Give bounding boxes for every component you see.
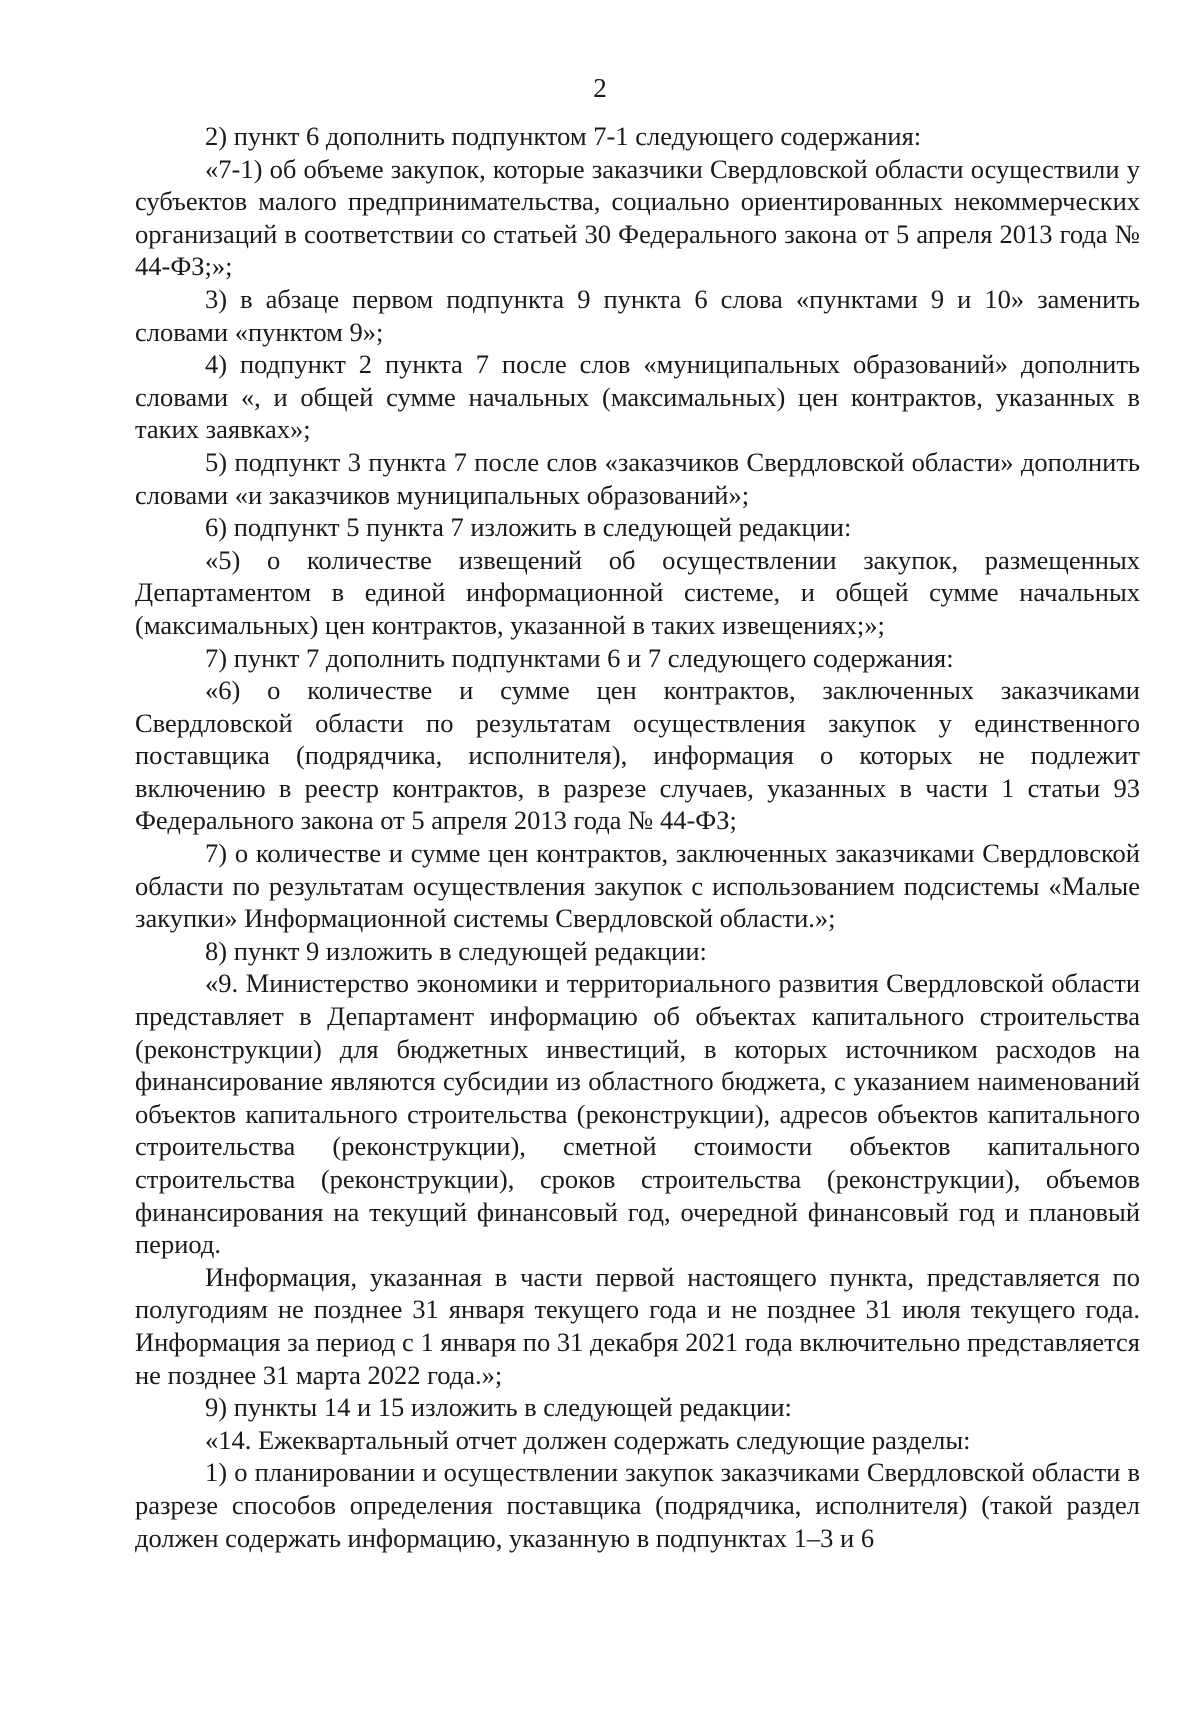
paragraph: Информация, указанная в части первой настоящего пункта, представляется по полугодиям не позднее 31 января текущего года и не позднее 31 июля текущего года. Информация за период с 1 января по 31 декабря 2021 года включительно представляется не позднее 31 марта 2022 года.»; <box>135 1261 1140 1390</box>
page-number: 2 <box>593 73 607 103</box>
paragraph: 1) о планировании и осуществлении закупок заказчиками Свердловской области в разрезе способов определения поставщика (подрядчика, исполнителя) (такой раздел должен содержать информацию, указанную в подпунктах 1–3 и 6 <box>135 1457 1140 1553</box>
paragraph: «5) о количестве извещений об осуществлении закупок, размещенных Департаментом в единой информационной системе, и общей сумме начальных (максимальных) цен контрактов, указанной в таких извещениях;»; <box>135 544 1140 640</box>
paragraph: 4) подпункт 2 пункта 7 после слов «муниципальных образований» дополнить словами «, и общей сумме начальных (максимальных) цен контрактов, указанных в таких заявках»; <box>135 349 1140 445</box>
paragraph: 6) подпункт 5 пункта 7 изложить в следующей редакции: <box>205 512 852 543</box>
paragraph: 9) пункты 14 и 15 изложить в следующей редакции: <box>205 1392 792 1423</box>
paragraph: 2) пункт 6 дополнить подпунктом 7-1 следующего содержания: <box>205 121 922 151</box>
paragraph: 7) пункт 7 дополнить подпунктами 6 и 7 следующего содержания: <box>205 642 954 673</box>
paragraph: 5) подпункт 3 пункта 7 после слов «заказчиков Свердловской области» дополнить словами «и заказчиков муниципальных образований»; <box>135 446 1140 510</box>
document-body <box>135 120 1140 1554</box>
paragraph: «7-1) об объеме закупок, которые заказчики Свердловской области осуществили у субъектов малого предпринимательства, социально ориентированных некоммерческих организаций в соответствии со статьей 30 Федерального закона от 5 апреля 2013 года № 44-ФЗ;»; <box>135 153 1140 282</box>
paragraph: «14. Ежеквартальный отчет должен содержать следующие разделы: <box>205 1424 971 1455</box>
paragraph: 3) в абзаце первом подпункта 9 пункта 6 слова «пунктами 9 и 10» заменить словами «пунктом 9»; <box>135 283 1140 347</box>
paragraph: 7) о количестве и сумме цен контрактов, заключенных заказчиками Свердловской области по результатам осуществления закупок с использованием подсистемы «Малые закупки» Информационной системы Свердловской области.»; <box>135 838 1140 934</box>
paragraph: «6) о количестве и сумме цен контрактов, заключенных заказчиками Свердловской области по результатам осуществления закупок у единственного поставщика (подрядчика, исполнителя), информация о которых не подлежит включению в реестр контрактов, в разрезе случаев, указанных в части 1 статьи 93 Федерального закона от 5 апреля 2013 года № 44-ФЗ; <box>135 675 1140 836</box>
paragraph: 8) пункт 9 изложить в следующей редакции: <box>205 935 707 966</box>
paragraph: «9. Министерство экономики и территориального развития Свердловской области представляет в Департамент информацию об объектах капитального строительства (реконструкции) для бюджетных инвестиций, в которых источником расходов на финансирование являются субсидии из областного бюджета, с указанием наименований объектов капитального строительства (реконструкции), адресов объектов капитального строительства (реконструкции), сметной стоимости объектов капитального строительства (реконструкции), сроков строительства (реконструкции), объемов финансирования на текущий финансовый год, очередной финансовый год и плановый период. <box>135 968 1140 1260</box>
